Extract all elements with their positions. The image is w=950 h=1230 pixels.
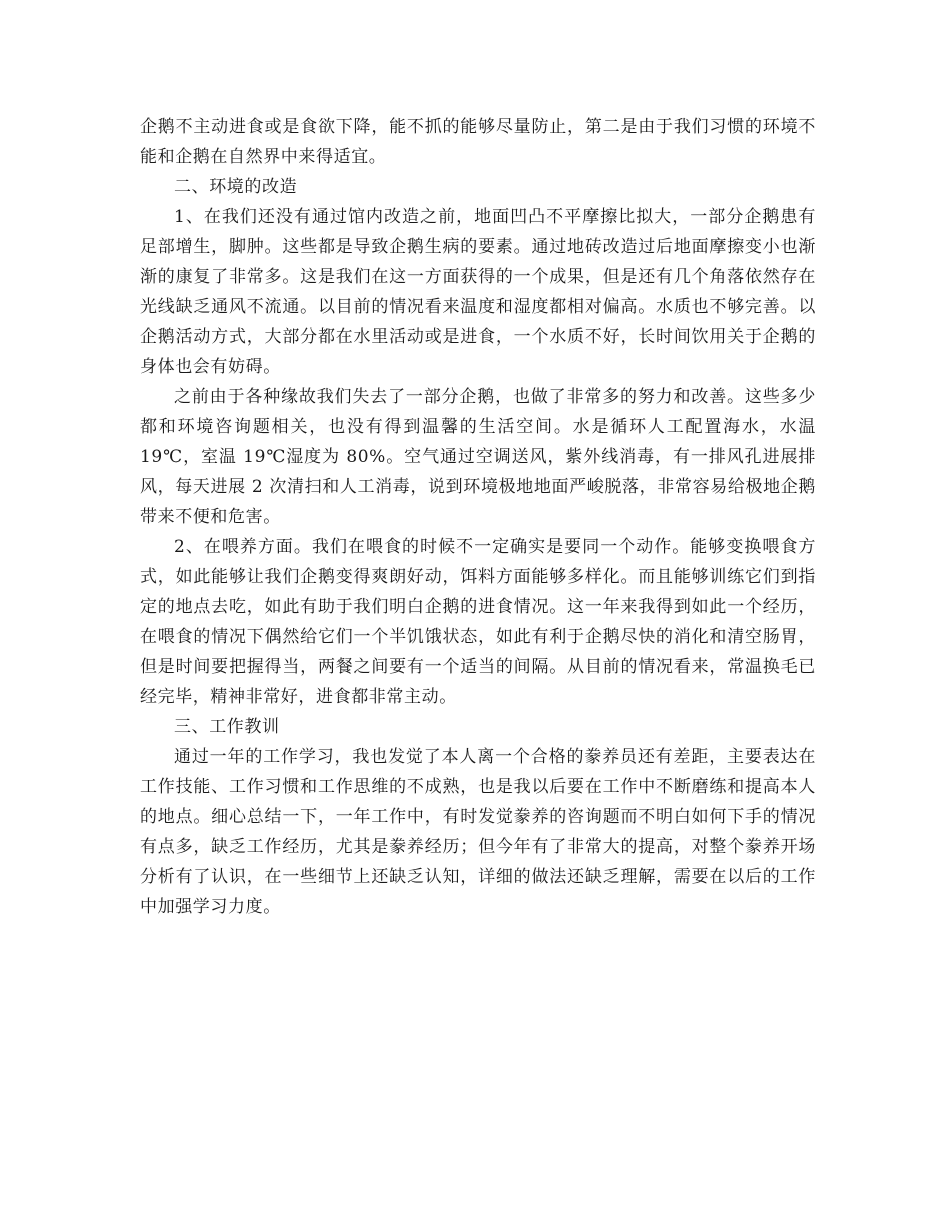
paragraph-environment-conditions: 之前由于各种缘故我们失去了一部分企鹅，也做了非常多的努力和改善。这些多少都和环境咨询题相关，也没有得到温馨的生活空间。水是循环人工配置海水，水温 19℃，室温 19℃湿度为 80%。空气通过空调送风，紫外线消毒，有一排风孔进展排风，每天进展 2 次清扫和人工消毒，说到环境极地地面严峻脱落，非常容易给极地企鹅带来不便和危害。 [140, 387, 816, 527]
section-heading-lessons: 三、工作教训 [174, 717, 280, 737]
document-page [140, 112, 816, 922]
paragraph-feeding: 2、在喂养方面。我们在喂食的时候不一定确实是要同一个动作。能够变换喂食方式，如此能够让我们企鹅变得爽朗好动，饵料方面能够多样化。而且能够训练它们到指定的地点去吃，如此有助于我们明白企鹅的进食情况。这一年来我得到如此一个经历，在喂食的情况下偶然给它们一个半饥饿状态，如此有利于企鹅尽快的消化和清空肠胃，但是时间要把握得当，两餐之间要有一个适当的间隔。从目前的情况看来，常温换毛已经完毕，精神非常好，进食都非常主动。 [140, 537, 816, 707]
paragraph-floor-renovation: 1、在我们还没有通过馆内改造之前，地面凹凸不平摩擦比拟大，一部分企鹅患有足部增生，脚肿。这些都是导致企鹅生病的要素。通过地砖改造过后地面摩擦变小也渐渐的康复了非常多。这是我们在这一方面获得的一个成果，但是还有几个角落依然存在光线缺乏通风不流通。以目前的情况看来温度和湿度都相对偏高。水质也不够完善。以企鹅活动方式，大部分都在水里活动或是进食，一个水质不好，长时间饮用关于企鹅的身体也会有妨碍。 [140, 207, 816, 377]
paragraph-intro-continuation: 企鹅不主动进食或是食欲下降，能不抓的能够尽量防止，第二是由于我们习惯的环境不能和企鹅在自然界中来得适宜。 [140, 117, 816, 167]
section-heading-environment: 二、环境的改造 [174, 177, 298, 197]
paragraph-lessons: 通过一年的工作学习，我也发觉了本人离一个合格的豢养员还有差距，主要表达在工作技能、工作习惯和工作思维的不成熟，也是我以后要在工作中不断磨练和提高本人的地点。细心总结一下，一年工作中，有时发觉豢养的咨询题而不明白如何下手的情况有点多，缺乏工作经历，尤其是豢养经历；但今年有了非常大的提高，对整个豢养开场分析有了认识，在一些细节上还缺乏认知，详细的做法还缺乏理解，需要在以后的工作中加强学习力度。 [140, 747, 816, 917]
